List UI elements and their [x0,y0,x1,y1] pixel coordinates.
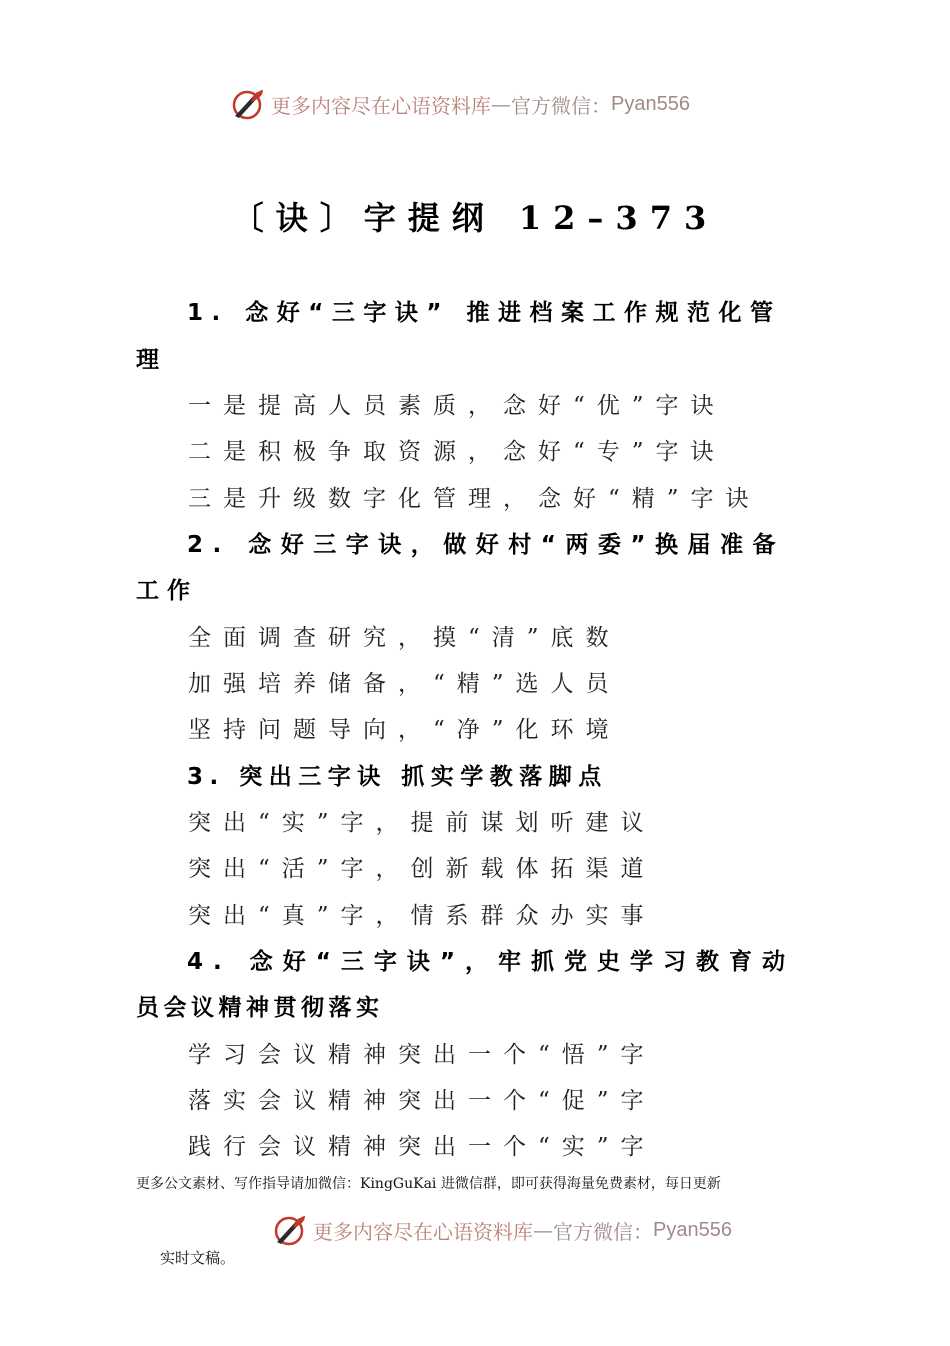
section-4-item-1: 学习会议精神突出一个“悟”字 [188,1042,656,1068]
banner-content [271,1210,732,1250]
footer-banner [0,1210,950,1250]
banner-wechat-label: 官方微信： [553,1219,653,1244]
banner-content [229,84,690,124]
section-1-heading-cont: 理 [136,347,159,373]
banner-wechat-label: 官方微信： [511,93,611,118]
section-1-heading: 1. 念好“三字诀” 推进档案工作规范化管 [187,300,782,326]
section-2-item-1: 全面调查研究，摸“清”底数 [188,625,621,651]
section-2-heading: 2. 念好三字诀，做好村“两委”换届准备 [187,532,785,558]
quill-logo-icon [271,1212,307,1248]
section-2-item-3: 坚持问题导向，“净”化环境 [188,717,621,743]
section-2-item-2: 加强培养储备，“精”选人员 [188,671,621,697]
banner-text: 更多内容尽在心语资料库 [271,93,491,118]
section-1-item-1: 一是提高人员素质，念好“优”字诀 [188,393,726,419]
footer-note-line-2: 实时文稿。 [160,1249,236,1267]
section-2-heading-cont: 工作 [136,578,198,604]
quill-logo-icon [229,86,265,122]
banner-separator: — [491,92,511,116]
footer-note-line-1: 更多公文素材、写作指导请加微信：KingGuKai 进微信群，即可获得海量免费素材，每日更新 [136,1176,721,1192]
banner-wechat-id: Pyan556 [611,92,690,115]
section-1-item-2: 二是积极争取资源，念好“专”字诀 [188,439,726,465]
banner-wechat-id: Pyan556 [653,1218,732,1241]
section-3-item-2: 突出“活”字，创新载体拓渠道 [188,856,656,882]
document-title: 〔诀〕字提纲 12–373 [231,199,719,237]
banner-text: 更多内容尽在心语资料库 [313,1219,533,1244]
section-4-item-3: 践行会议精神突出一个“实”字 [188,1134,656,1160]
section-3-heading: 3. 突出三字诀 抓实学教落脚点 [187,764,608,790]
banner-separator: — [533,1218,553,1242]
header-banner [0,84,950,124]
section-3-item-3: 突出“真”字，情系群众办实事 [188,903,656,929]
section-4-item-2: 落实会议精神突出一个“促”字 [188,1088,656,1114]
section-3-item-1: 突出“实”字，提前谋划听建议 [188,810,656,836]
section-4-heading-cont: 员会议精神贯彻落实 [136,995,384,1021]
section-4-heading: 4. 念好“三字诀”，牢抓党史学习教育动 [187,949,795,975]
section-1-item-3: 三是升级数字化管理，念好“精”字诀 [188,486,761,512]
